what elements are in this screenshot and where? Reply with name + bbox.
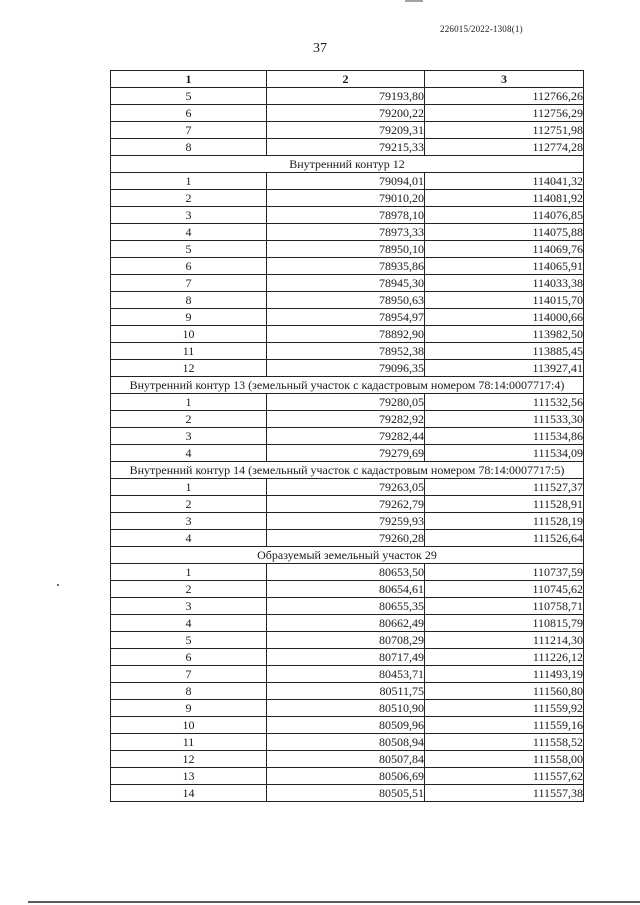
x-coordinate-cell: 78950,10: [267, 241, 425, 258]
x-coordinate-cell: 78952,38: [267, 343, 425, 360]
y-coordinate-cell: 111528,19: [425, 513, 584, 530]
y-coordinate-cell: 114033,38: [425, 275, 584, 292]
table-row: [111, 496, 584, 513]
y-coordinate-cell: 111533,30: [425, 411, 584, 428]
x-coordinate-cell: 79260,28: [267, 530, 425, 547]
point-number-cell: 9: [111, 309, 267, 326]
table-body: [111, 88, 584, 802]
y-coordinate-cell: 112756,29: [425, 105, 584, 122]
y-coordinate-cell: 114041,32: [425, 173, 584, 190]
scan-artifact-dot: [57, 584, 59, 586]
point-number-cell: 11: [111, 734, 267, 751]
point-number-cell: 3: [111, 598, 267, 615]
x-coordinate-cell: 78954,97: [267, 309, 425, 326]
table-row: [111, 88, 584, 105]
y-coordinate-cell: 111493,19: [425, 666, 584, 683]
y-coordinate-cell: 113982,50: [425, 326, 584, 343]
scan-artifact-bottom-line: [28, 901, 640, 903]
y-coordinate-cell: 110758,71: [425, 598, 584, 615]
x-coordinate-cell: 79259,93: [267, 513, 425, 530]
table-row: [111, 360, 584, 377]
y-coordinate-cell: 111226,12: [425, 649, 584, 666]
y-coordinate-cell: 113927,41: [425, 360, 584, 377]
table-row: [111, 275, 584, 292]
coordinates-table: [110, 70, 584, 802]
x-coordinate-cell: 79193,80: [267, 88, 425, 105]
point-number-cell: 3: [111, 513, 267, 530]
section-header-row: [111, 156, 584, 173]
y-coordinate-cell: 114076,85: [425, 207, 584, 224]
table-row: [111, 734, 584, 751]
x-coordinate-cell: 80708,29: [267, 632, 425, 649]
section-title: Внутренний контур 14 (земельный участок с кадастровым номером 78:14:0007717:5): [111, 462, 584, 479]
table-row: [111, 326, 584, 343]
table-row: [111, 479, 584, 496]
x-coordinate-cell: 80506,69: [267, 768, 425, 785]
x-coordinate-cell: 80505,51: [267, 785, 425, 802]
table-row: [111, 649, 584, 666]
y-coordinate-cell: 111558,52: [425, 734, 584, 751]
point-number-cell: 6: [111, 649, 267, 666]
point-number-cell: 1: [111, 394, 267, 411]
y-coordinate-cell: 111557,62: [425, 768, 584, 785]
table-row: [111, 785, 584, 802]
table-row: [111, 428, 584, 445]
x-coordinate-cell: 79280,05: [267, 394, 425, 411]
table-row: [111, 292, 584, 309]
point-number-cell: 6: [111, 258, 267, 275]
table-row: [111, 700, 584, 717]
point-number-cell: 3: [111, 428, 267, 445]
y-coordinate-cell: 111214,30: [425, 632, 584, 649]
point-number-cell: 4: [111, 530, 267, 547]
y-coordinate-cell: 111532,56: [425, 394, 584, 411]
x-coordinate-cell: 79096,35: [267, 360, 425, 377]
x-coordinate-cell: 79263,05: [267, 479, 425, 496]
x-coordinate-cell: 80511,75: [267, 683, 425, 700]
section-title: Внутренний контур 12: [111, 156, 584, 173]
y-coordinate-cell: 110815,79: [425, 615, 584, 632]
point-number-cell: 1: [111, 479, 267, 496]
y-coordinate-cell: 114081,92: [425, 190, 584, 207]
point-number-cell: 2: [111, 496, 267, 513]
section-title: Образуемый земельный участок 29: [111, 547, 584, 564]
point-number-cell: 8: [111, 683, 267, 700]
y-coordinate-cell: 111558,00: [425, 751, 584, 768]
y-coordinate-cell: 112751,98: [425, 122, 584, 139]
x-coordinate-cell: 79282,92: [267, 411, 425, 428]
y-coordinate-cell: 111527,37: [425, 479, 584, 496]
section-header-row: [111, 377, 584, 394]
y-coordinate-cell: 112774,28: [425, 139, 584, 156]
table-row: [111, 683, 584, 700]
point-number-cell: 1: [111, 173, 267, 190]
point-number-cell: 4: [111, 445, 267, 462]
x-coordinate-cell: 79279,69: [267, 445, 425, 462]
table-row: [111, 411, 584, 428]
point-number-cell: 4: [111, 615, 267, 632]
table-row: [111, 513, 584, 530]
x-coordinate-cell: 80653,50: [267, 564, 425, 581]
point-number-cell: 2: [111, 190, 267, 207]
point-number-cell: 3: [111, 207, 267, 224]
table-row: [111, 343, 584, 360]
x-coordinate-cell: 79282,44: [267, 428, 425, 445]
y-coordinate-cell: 111534,09: [425, 445, 584, 462]
column-header-point: 1: [111, 71, 267, 88]
point-number-cell: 7: [111, 275, 267, 292]
point-number-cell: 5: [111, 88, 267, 105]
point-number-cell: 10: [111, 326, 267, 343]
y-coordinate-cell: 114069,76: [425, 241, 584, 258]
scan-artifact-top: [405, 0, 423, 2]
x-coordinate-cell: 78935,86: [267, 258, 425, 275]
y-coordinate-cell: 114075,88: [425, 224, 584, 241]
point-number-cell: 8: [111, 139, 267, 156]
x-coordinate-cell: 78945,30: [267, 275, 425, 292]
y-coordinate-cell: 114015,70: [425, 292, 584, 309]
point-number-cell: 8: [111, 292, 267, 309]
table-row: [111, 445, 584, 462]
table-header-row: [111, 71, 584, 88]
point-number-cell: 2: [111, 581, 267, 598]
table-row: [111, 224, 584, 241]
table-row: [111, 530, 584, 547]
point-number-cell: 4: [111, 224, 267, 241]
y-coordinate-cell: 113885,45: [425, 343, 584, 360]
y-coordinate-cell: 111559,92: [425, 700, 584, 717]
point-number-cell: 7: [111, 666, 267, 683]
x-coordinate-cell: 79010,20: [267, 190, 425, 207]
y-coordinate-cell: 114065,91: [425, 258, 584, 275]
table-row: [111, 139, 584, 156]
x-coordinate-cell: 78973,33: [267, 224, 425, 241]
y-coordinate-cell: 111559,16: [425, 717, 584, 734]
point-number-cell: 6: [111, 105, 267, 122]
x-coordinate-cell: 79209,31: [267, 122, 425, 139]
table-row: [111, 258, 584, 275]
point-number-cell: 7: [111, 122, 267, 139]
x-coordinate-cell: 78950,63: [267, 292, 425, 309]
table-row: [111, 105, 584, 122]
y-coordinate-cell: 114000,66: [425, 309, 584, 326]
point-number-cell: 10: [111, 717, 267, 734]
x-coordinate-cell: 79215,33: [267, 139, 425, 156]
y-coordinate-cell: 111526,64: [425, 530, 584, 547]
x-coordinate-cell: 79200,22: [267, 105, 425, 122]
table-row: [111, 717, 584, 734]
point-number-cell: 12: [111, 360, 267, 377]
point-number-cell: 9: [111, 700, 267, 717]
table-row: [111, 207, 584, 224]
x-coordinate-cell: 80655,35: [267, 598, 425, 615]
point-number-cell: 5: [111, 632, 267, 649]
table-row: [111, 768, 584, 785]
y-coordinate-cell: 111528,91: [425, 496, 584, 513]
table-row: [111, 564, 584, 581]
column-header-x: 2: [267, 71, 425, 88]
y-coordinate-cell: 112766,26: [425, 88, 584, 105]
x-coordinate-cell: 80508,94: [267, 734, 425, 751]
table-row: [111, 309, 584, 326]
table-row: [111, 394, 584, 411]
point-number-cell: 13: [111, 768, 267, 785]
document-number: 226015/2022-1308(1): [440, 24, 523, 34]
x-coordinate-cell: 80453,71: [267, 666, 425, 683]
point-number-cell: 1: [111, 564, 267, 581]
point-number-cell: 5: [111, 241, 267, 258]
x-coordinate-cell: 80662,49: [267, 615, 425, 632]
y-coordinate-cell: 111534,86: [425, 428, 584, 445]
column-header-y: 3: [425, 71, 584, 88]
point-number-cell: 14: [111, 785, 267, 802]
table-row: [111, 190, 584, 207]
x-coordinate-cell: 79262,79: [267, 496, 425, 513]
table-row: [111, 615, 584, 632]
x-coordinate-cell: 78978,10: [267, 207, 425, 224]
section-header-row: [111, 547, 584, 564]
x-coordinate-cell: 78892,90: [267, 326, 425, 343]
x-coordinate-cell: 80509,96: [267, 717, 425, 734]
table-row: [111, 751, 584, 768]
table-row: [111, 666, 584, 683]
table-row: [111, 122, 584, 139]
point-number-cell: 12: [111, 751, 267, 768]
x-coordinate-cell: 80717,49: [267, 649, 425, 666]
point-number-cell: 11: [111, 343, 267, 360]
y-coordinate-cell: 111557,38: [425, 785, 584, 802]
section-title: Внутренний контур 13 (земельный участок с кадастровым номером 78:14:0007717:4): [111, 377, 584, 394]
page-number: 37: [313, 41, 327, 56]
x-coordinate-cell: 80510,90: [267, 700, 425, 717]
y-coordinate-cell: 110737,59: [425, 564, 584, 581]
table-row: [111, 598, 584, 615]
table-row: [111, 173, 584, 190]
y-coordinate-cell: 111560,80: [425, 683, 584, 700]
table-row: [111, 632, 584, 649]
x-coordinate-cell: 79094,01: [267, 173, 425, 190]
x-coordinate-cell: 80654,61: [267, 581, 425, 598]
point-number-cell: 2: [111, 411, 267, 428]
y-coordinate-cell: 110745,62: [425, 581, 584, 598]
table-row: [111, 241, 584, 258]
table-row: [111, 581, 584, 598]
x-coordinate-cell: 80507,84: [267, 751, 425, 768]
section-header-row: [111, 462, 584, 479]
